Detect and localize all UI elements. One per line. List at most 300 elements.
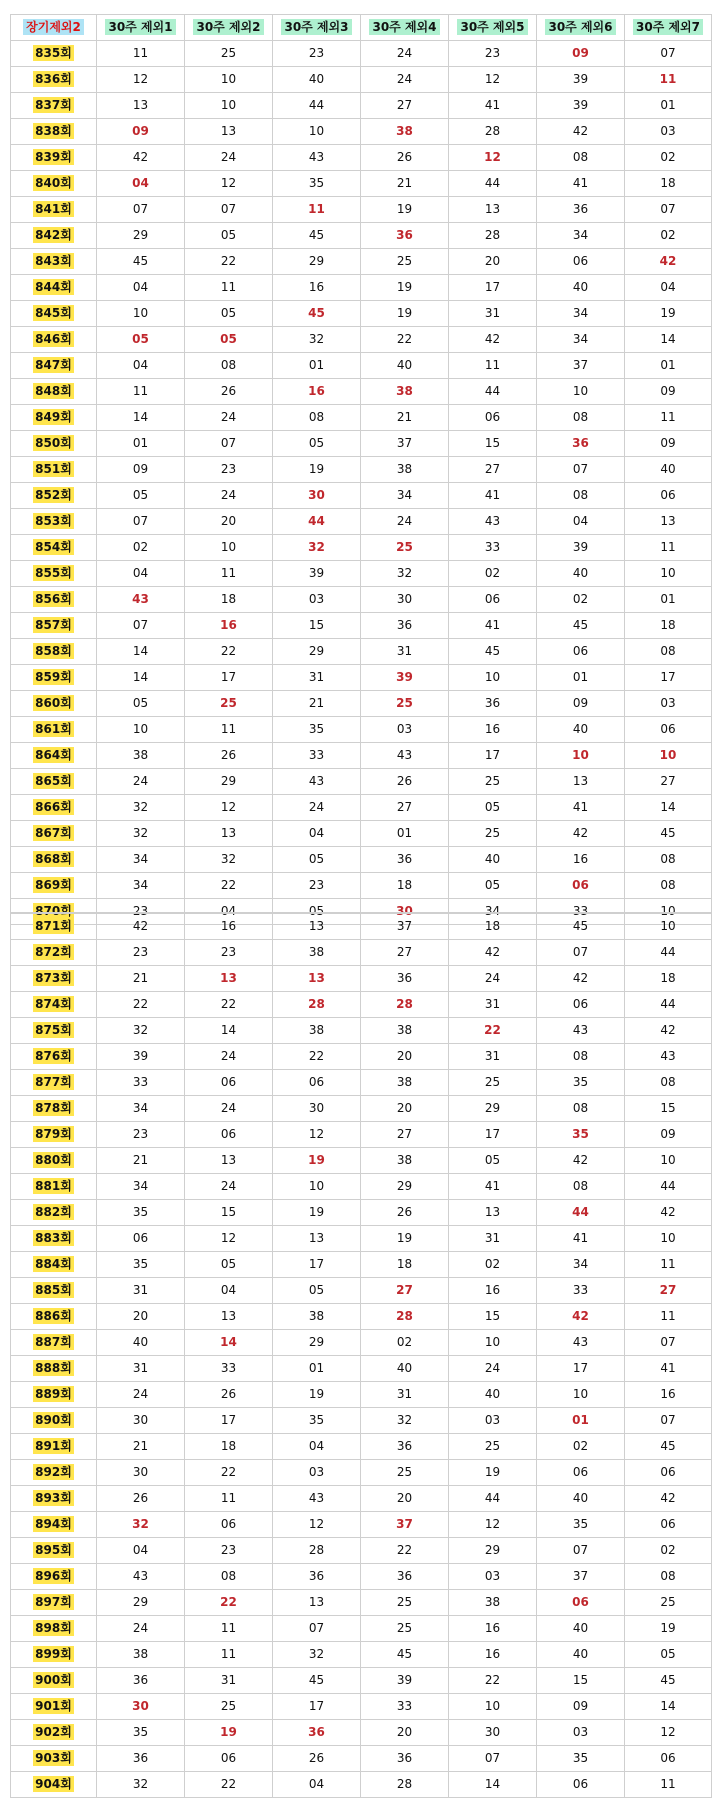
number-cell: 42 [449,327,537,353]
number-cell: 13 [449,1200,537,1226]
number-cell: 35 [97,1200,185,1226]
number-cell: 34 [537,1252,625,1278]
number-cell: 12 [185,1226,273,1252]
number-cell: 29 [97,223,185,249]
header-label-30week: 30주 제외1 [105,19,175,35]
round-cell [11,171,97,197]
number-cell: 06 [537,1772,625,1798]
number-cell: 10 [625,561,712,587]
header-label-30week: 30주 제외3 [281,19,351,35]
round-cell [11,847,97,873]
number-cell: 19 [361,275,449,301]
round-cell [11,301,97,327]
number-cell: 41 [537,1226,625,1252]
number-cell: 26 [185,1382,273,1408]
number-cell: 08 [625,873,712,899]
number-cell: 12 [625,1720,712,1746]
number-cell: 27 [625,769,712,795]
number-cell: 28 [361,1304,449,1330]
number-cell: 33 [537,1278,625,1304]
number-cell: 19 [449,1460,537,1486]
round-label: 846회 [35,332,72,346]
round-cell [11,223,97,249]
number-cell: 14 [625,327,712,353]
number-cell: 21 [97,1148,185,1174]
number-cell: 40 [537,717,625,743]
number-cell: 28 [361,992,449,1018]
number-cell: 10 [625,743,712,769]
number-cell: 24 [185,1174,273,1200]
exclusion-table-lower [10,912,712,1798]
number-cell: 04 [185,1278,273,1304]
round-label: 904회 [35,1777,72,1791]
number-cell: 02 [537,1434,625,1460]
number-cell: 10 [185,67,273,93]
number-cell: 06 [449,587,537,613]
table-row [11,913,712,940]
round-label: 857회 [35,618,72,632]
number-cell: 38 [361,457,449,483]
table-row [11,93,712,119]
round-label: 841회 [35,202,72,216]
number-cell: 34 [537,327,625,353]
number-cell: 38 [97,743,185,769]
number-cell: 19 [361,197,449,223]
number-cell: 36 [449,691,537,717]
number-cell: 04 [537,509,625,535]
header-label-long-term: 장기제외2 [23,19,84,35]
number-cell: 36 [361,966,449,992]
table-row [11,665,712,691]
number-cell: 40 [537,275,625,301]
number-cell: 05 [449,795,537,821]
number-cell: 45 [273,223,361,249]
number-cell: 08 [273,405,361,431]
number-cell: 01 [537,1408,625,1434]
number-cell: 24 [185,483,273,509]
number-cell: 06 [185,1746,273,1772]
number-cell: 06 [537,1460,625,1486]
round-cell [11,1486,97,1512]
round-label: 896회 [35,1569,72,1583]
number-cell: 03 [449,1408,537,1434]
number-cell: 10 [449,1694,537,1720]
number-cell: 11 [97,379,185,405]
number-cell: 19 [273,1382,361,1408]
number-cell: 25 [449,1434,537,1460]
table-row [11,1642,712,1668]
table-row [11,1070,712,1096]
number-cell: 19 [361,1226,449,1252]
table-row [11,1408,712,1434]
number-cell: 13 [185,1148,273,1174]
number-cell: 19 [625,301,712,327]
number-cell: 20 [361,1720,449,1746]
number-cell: 35 [537,1122,625,1148]
number-cell: 07 [537,457,625,483]
number-cell: 06 [537,873,625,899]
number-cell: 40 [449,1382,537,1408]
number-cell: 02 [449,1252,537,1278]
number-cell: 22 [185,1590,273,1616]
round-label: 871회 [35,919,72,933]
number-cell: 07 [97,613,185,639]
round-label: 861회 [35,722,72,736]
number-cell: 36 [537,197,625,223]
round-label: 874회 [35,997,72,1011]
number-cell: 36 [361,1746,449,1772]
number-cell: 07 [625,1408,712,1434]
number-cell: 11 [625,535,712,561]
number-cell: 10 [185,93,273,119]
number-cell: 15 [537,1668,625,1694]
table-row [11,940,712,966]
number-cell: 01 [537,665,625,691]
number-cell: 18 [625,613,712,639]
table-row [11,197,712,223]
number-cell: 11 [185,717,273,743]
number-cell: 34 [97,847,185,873]
number-cell: 18 [361,1252,449,1278]
header-cell [625,15,712,41]
number-cell: 26 [273,1746,361,1772]
number-cell: 18 [185,587,273,613]
number-cell: 19 [273,1148,361,1174]
number-cell: 31 [449,992,537,1018]
number-cell: 10 [625,1226,712,1252]
round-cell [11,457,97,483]
number-cell: 37 [361,1512,449,1538]
number-cell: 08 [185,353,273,379]
number-cell: 06 [185,1512,273,1538]
number-cell: 17 [537,1356,625,1382]
number-cell: 34 [97,873,185,899]
number-cell: 23 [185,1538,273,1564]
header-cell [185,15,273,41]
number-cell: 43 [97,587,185,613]
number-cell: 34 [537,301,625,327]
number-cell: 06 [185,1070,273,1096]
round-cell [11,1668,97,1694]
round-label: 848회 [35,384,72,398]
round-cell [11,1148,97,1174]
table-row [11,1668,712,1694]
number-cell: 29 [449,1538,537,1564]
number-cell: 16 [185,913,273,940]
number-cell: 42 [537,119,625,145]
round-label: 839회 [35,150,72,164]
number-cell: 17 [185,1408,273,1434]
round-label: 883회 [35,1231,72,1245]
round-label: 875회 [35,1023,72,1037]
number-cell: 21 [97,1434,185,1460]
round-cell [11,1304,97,1330]
number-cell: 16 [449,717,537,743]
number-cell: 06 [449,405,537,431]
round-cell [11,1044,97,1070]
table-row [11,1330,712,1356]
number-cell: 15 [449,1304,537,1330]
round-label: 881회 [35,1179,72,1193]
table-row [11,743,712,769]
number-cell: 29 [449,1096,537,1122]
number-cell: 07 [537,940,625,966]
number-cell: 38 [273,1018,361,1044]
number-cell: 44 [625,1174,712,1200]
number-cell: 28 [449,119,537,145]
number-cell: 39 [273,561,361,587]
round-label: 845회 [35,306,72,320]
number-cell: 09 [97,119,185,145]
number-cell: 36 [361,847,449,873]
number-cell: 39 [537,535,625,561]
round-cell [11,613,97,639]
number-cell: 34 [537,223,625,249]
number-cell: 32 [273,1642,361,1668]
number-cell: 13 [185,821,273,847]
number-cell: 10 [449,1330,537,1356]
number-cell: 45 [97,249,185,275]
number-cell: 24 [97,1382,185,1408]
number-cell: 16 [537,847,625,873]
round-label: 847회 [35,358,72,372]
table-row [11,1772,712,1798]
number-cell: 10 [97,301,185,327]
number-cell: 27 [361,795,449,821]
round-label: 876회 [35,1049,72,1063]
number-cell: 07 [185,197,273,223]
number-cell: 42 [625,1200,712,1226]
header-cell [537,15,625,41]
number-cell: 06 [273,1070,361,1096]
number-cell: 36 [361,613,449,639]
number-cell: 21 [361,405,449,431]
number-cell: 22 [361,327,449,353]
number-cell: 36 [361,223,449,249]
number-cell: 44 [625,940,712,966]
table-row [11,509,712,535]
number-cell: 14 [449,1772,537,1798]
number-cell: 26 [97,1486,185,1512]
header-label-30week: 30주 제외7 [633,19,703,35]
number-cell: 05 [449,873,537,899]
number-cell: 04 [273,821,361,847]
number-cell: 35 [97,1720,185,1746]
table-row [11,431,712,457]
table-row [11,587,712,613]
number-cell: 25 [361,1460,449,1486]
number-cell: 26 [185,743,273,769]
number-cell: 24 [273,795,361,821]
number-cell: 10 [625,899,712,925]
table-row [11,795,712,821]
number-cell: 04 [97,561,185,587]
number-cell: 27 [361,1122,449,1148]
number-cell: 38 [449,1590,537,1616]
round-label: 865회 [35,774,72,788]
number-cell: 30 [273,1096,361,1122]
round-label: 886회 [35,1309,72,1323]
number-cell: 05 [273,847,361,873]
number-cell: 22 [185,1460,273,1486]
number-cell: 03 [449,1564,537,1590]
number-cell: 40 [97,1330,185,1356]
number-cell: 33 [97,1070,185,1096]
number-cell: 15 [185,1200,273,1226]
number-cell: 09 [625,431,712,457]
number-cell: 25 [449,1070,537,1096]
number-cell: 40 [537,1616,625,1642]
round-cell [11,873,97,899]
number-cell: 12 [97,67,185,93]
number-cell: 40 [537,1642,625,1668]
round-label: 870회 [35,904,72,918]
number-cell: 15 [449,431,537,457]
round-cell [11,1772,97,1798]
number-cell: 13 [273,1226,361,1252]
round-cell [11,769,97,795]
round-label: 891회 [35,1439,72,1453]
round-cell [11,483,97,509]
number-cell: 38 [361,379,449,405]
table-row [11,1694,712,1720]
round-label: 855회 [35,566,72,580]
number-cell: 40 [449,847,537,873]
number-cell: 10 [273,119,361,145]
number-cell: 07 [625,1330,712,1356]
number-cell: 09 [625,379,712,405]
number-cell: 04 [97,353,185,379]
table-row [11,1564,712,1590]
number-cell: 05 [273,899,361,925]
number-cell: 02 [361,1330,449,1356]
round-cell [11,41,97,67]
number-cell: 11 [449,353,537,379]
number-cell: 32 [97,1512,185,1538]
header-cell [449,15,537,41]
number-cell: 31 [361,1382,449,1408]
number-cell: 16 [449,1616,537,1642]
number-cell: 13 [185,1304,273,1330]
number-cell: 25 [449,821,537,847]
round-label: 856회 [35,592,72,606]
table-row [11,1174,712,1200]
number-cell: 40 [537,1486,625,1512]
round-cell [11,405,97,431]
round-label: 869회 [35,878,72,892]
number-cell: 39 [361,665,449,691]
number-cell: 19 [273,1200,361,1226]
round-cell [11,275,97,301]
round-label: 854회 [35,540,72,554]
round-cell [11,197,97,223]
round-label: 866회 [35,800,72,814]
number-cell: 39 [537,93,625,119]
number-cell: 08 [185,1564,273,1590]
number-cell: 35 [273,171,361,197]
number-cell: 02 [537,587,625,613]
number-cell: 39 [97,1044,185,1070]
round-cell [11,821,97,847]
number-cell: 06 [625,717,712,743]
number-cell: 05 [185,223,273,249]
number-cell: 25 [361,691,449,717]
number-cell: 30 [273,483,361,509]
round-label: 843회 [35,254,72,268]
number-cell: 22 [273,1044,361,1070]
round-label: 888회 [35,1361,72,1375]
number-cell: 08 [625,1070,712,1096]
round-cell [11,1356,97,1382]
number-cell: 07 [449,1746,537,1772]
round-cell [11,1746,97,1772]
number-cell: 11 [185,1642,273,1668]
number-cell: 18 [361,873,449,899]
round-cell [11,691,97,717]
number-cell: 14 [185,1330,273,1356]
number-cell: 33 [273,743,361,769]
header-cell [97,15,185,41]
number-cell: 19 [185,1720,273,1746]
number-cell: 14 [185,1018,273,1044]
number-cell: 18 [625,171,712,197]
number-cell: 22 [185,873,273,899]
table-row [11,1044,712,1070]
number-cell: 36 [273,1720,361,1746]
round-cell [11,1382,97,1408]
table-row [11,847,712,873]
round-label: 853회 [35,514,72,528]
number-cell: 43 [273,145,361,171]
number-cell: 29 [361,1174,449,1200]
number-cell: 28 [273,1538,361,1564]
number-cell: 03 [273,587,361,613]
number-cell: 12 [449,1512,537,1538]
number-cell: 25 [361,535,449,561]
number-cell: 27 [625,1278,712,1304]
number-cell: 09 [537,41,625,67]
number-cell: 07 [537,1538,625,1564]
round-label: 838회 [35,124,72,138]
number-cell: 35 [273,717,361,743]
number-cell: 35 [273,1408,361,1434]
round-label: 879회 [35,1127,72,1141]
number-cell: 01 [97,431,185,457]
number-cell: 20 [97,1304,185,1330]
number-cell: 14 [97,639,185,665]
number-cell: 12 [273,1122,361,1148]
number-cell: 45 [537,913,625,940]
number-cell: 30 [97,1460,185,1486]
number-cell: 10 [185,535,273,561]
number-cell: 41 [449,613,537,639]
number-cell: 12 [185,171,273,197]
round-label: 895회 [35,1543,72,1557]
table-row [11,769,712,795]
table-row [11,873,712,899]
round-label: 887회 [35,1335,72,1349]
number-cell: 17 [273,1694,361,1720]
round-label: 898회 [35,1621,72,1635]
number-cell: 36 [537,431,625,457]
number-cell: 26 [361,145,449,171]
table-row [11,691,712,717]
number-cell: 25 [361,1616,449,1642]
number-cell: 31 [449,1044,537,1070]
number-cell: 09 [97,457,185,483]
number-cell: 29 [273,1330,361,1356]
number-cell: 06 [185,1122,273,1148]
